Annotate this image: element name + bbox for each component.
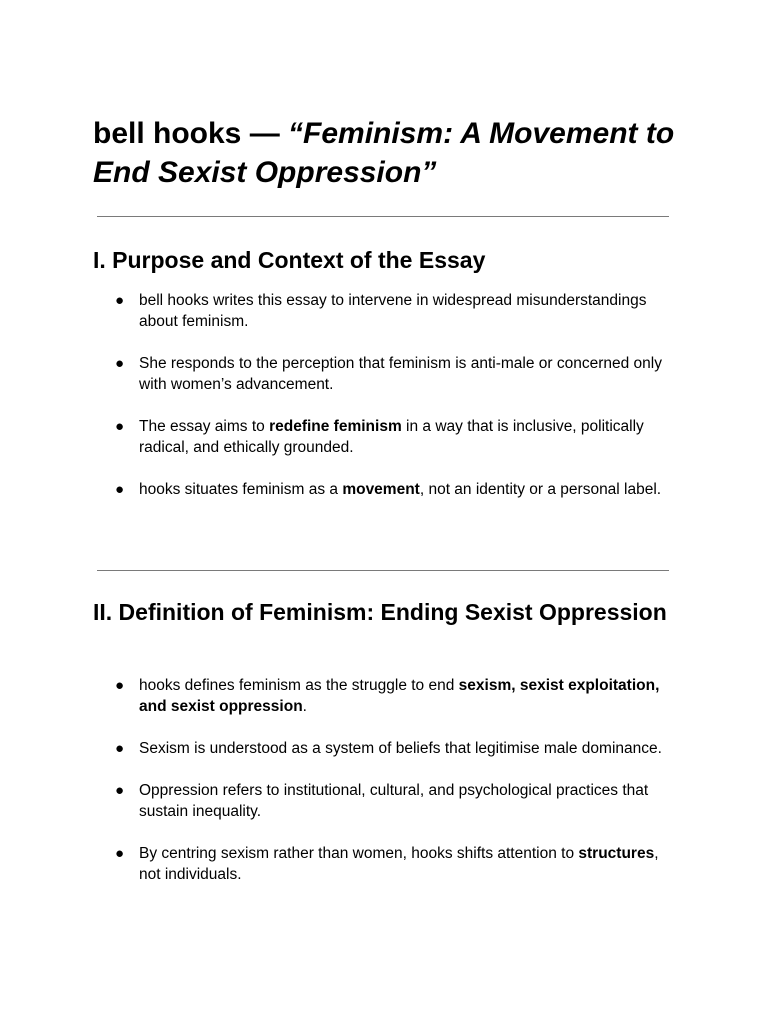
bullet-text [139, 418, 644, 456]
bullet-list-purpose [115, 290, 675, 521]
bullet-run: Oppression refers to institutional, cultural, and psychological practices that sustain inequality. [139, 782, 649, 820]
bullet-emphasis: sexism, sexist exploitation, and sexist oppression [139, 677, 660, 715]
bullet-text [139, 481, 661, 498]
section-divider [97, 216, 669, 217]
section-heading-purpose: I. Purpose and Context of the Essay [93, 247, 486, 273]
bullet-dot-icon: ● [115, 355, 125, 372]
bullet-run: Sexism is understood as a system of beliefs that legitimise male dominance. [139, 740, 662, 757]
title-essay-name: “Feminism: A Movement to End Sexist Oppression” [93, 117, 675, 189]
bullet-run: . [302, 698, 307, 715]
bullet-emphasis: structures [578, 845, 655, 862]
bullet-run: in a way that is inclusive, politically radical, and ethically grounded. [139, 418, 644, 456]
bullet-run: She responds to the perception that feminism is anti-male or concerned only with women’s advancement. [139, 355, 662, 393]
bullet-dot-icon: ● [115, 481, 125, 498]
bullet-dot-icon: ● [115, 418, 125, 435]
bullet-run: , not individuals. [139, 845, 659, 883]
bullet-text [139, 355, 662, 393]
section-divider [97, 570, 669, 571]
bullet-text [139, 292, 646, 330]
bullet-run: hooks situates feminism as a [139, 481, 343, 498]
bullet-text [139, 740, 662, 757]
bullet-list-definition [115, 675, 675, 906]
bullet-emphasis: redefine feminism [269, 418, 402, 435]
bullet-dot-icon: ● [115, 845, 125, 862]
bullet-run: , not an identity or a personal label. [419, 481, 662, 498]
bullet-text [139, 677, 659, 715]
bullet-dot-icon: ● [115, 677, 125, 694]
bullet-item [115, 738, 675, 759]
bullet-run: hooks defines feminism as the struggle to end [139, 677, 459, 694]
bullet-run: bell hooks writes this essay to intervene in widespread misunderstandings about feminism. [139, 292, 647, 330]
bullet-text [139, 845, 659, 883]
bullet-dot-icon: ● [115, 740, 125, 757]
title-author: bell hooks — [93, 117, 289, 150]
bullet-item [115, 780, 675, 822]
bullet-item [115, 843, 675, 885]
bullet-item [115, 479, 675, 500]
section-heading-definition: II. Definition of Feminism: Ending Sexist Oppression [93, 599, 667, 625]
bullet-run: By centring sexism rather than women, hooks shifts attention to [139, 845, 579, 862]
bullet-item [115, 416, 675, 458]
bullet-text [139, 782, 648, 820]
document-title [93, 114, 693, 192]
bullet-item [115, 675, 675, 717]
bullet-run: The essay aims to [139, 418, 270, 435]
bullet-dot-icon: ● [115, 292, 125, 309]
bullet-item [115, 290, 675, 332]
bullet-item [115, 353, 675, 395]
bullet-emphasis: movement [342, 481, 420, 498]
bullet-dot-icon: ● [115, 782, 125, 799]
